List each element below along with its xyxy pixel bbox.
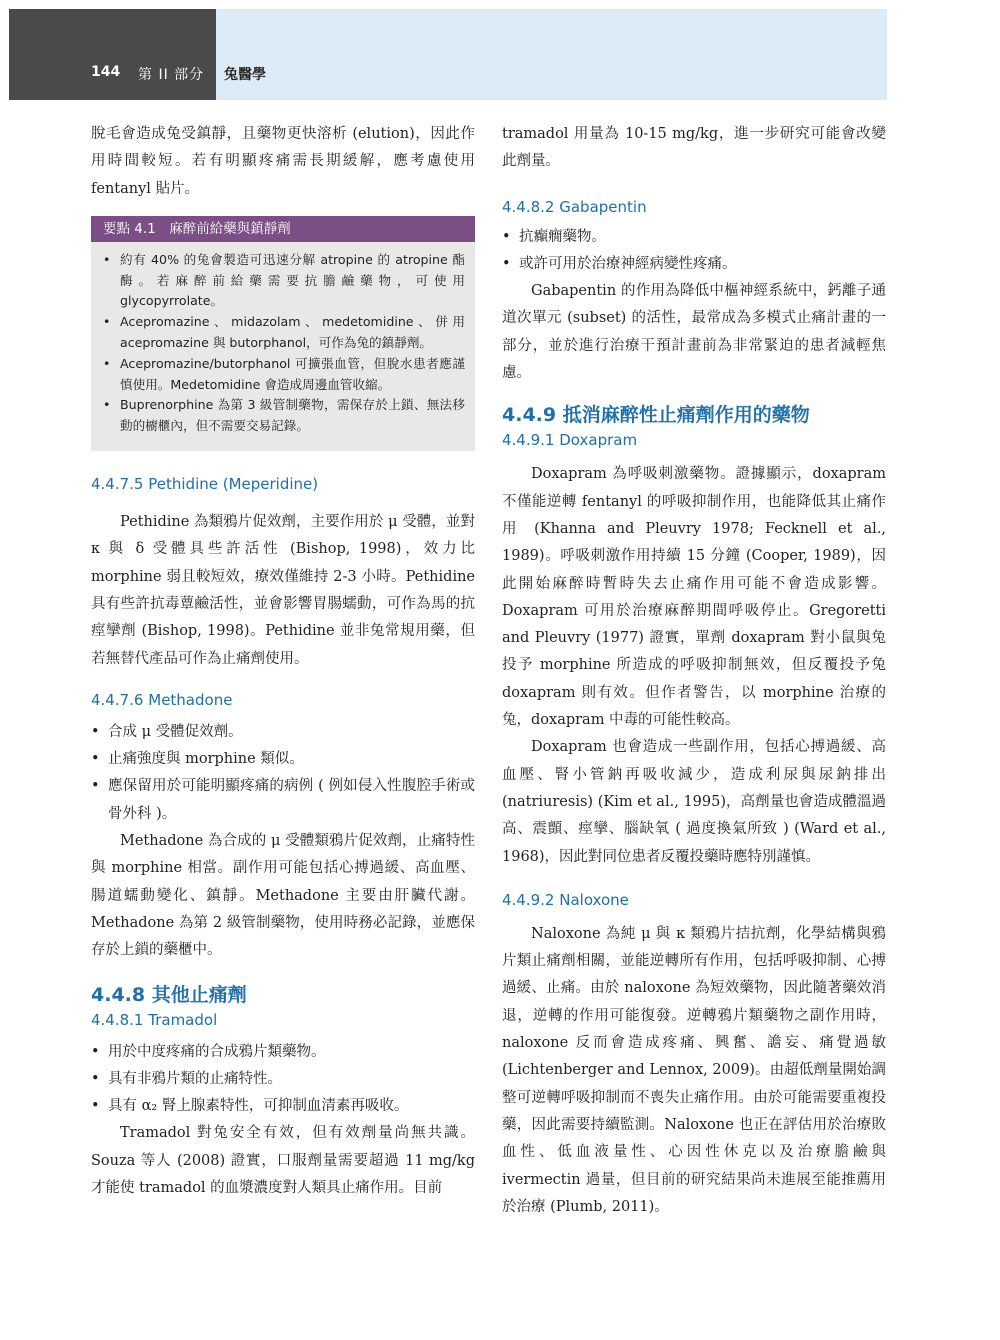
methadone-bullets	[91, 719, 475, 828]
key-points-title: 要點 4.1 麻醉前給藥與鎮靜劑	[91, 216, 475, 242]
pethidine-heading: 4.4.7.5 Pethidine (Meperidine)	[91, 475, 319, 494]
naloxone-paragraph: Naloxone 為純 μ 與 κ 類鴉片拮抗劑，化學結構與鴉片類止痛劑相關，並能逆轉所有作用，包括呼吸抑制、心搏過緩、止痛。由於 naloxone 為短效藥物，因此隨著藥效消退，逆轉的作用可能復發。逆轉鴉片類藥物之副作用時，naloxone 反而會造成疼痛、興奮、譫妄、痛覺過敏 (Lichtenberger and Lennox, 2009)。由超低劑量開始調整可逆轉呼吸抑制而不喪失止痛作用。由於可能需要重複投藥，因此需要持續監測。Naloxone 也正在評估用於治療敗血性、低血液量性、心因性休克以及治療膽鹼與 ivermectin 過量，但目前的研究結果尚未進展至能推薦用於治療 (Plumb, 2011)。	[502, 925, 886, 1215]
gabapentin-bullets	[502, 224, 886, 279]
bullet-item: • 具有非鴉片類的止痛特性。	[91, 1066, 475, 1093]
bullet-item: • 具有 α₂ 腎上腺素特性，可抑制血清素再吸收。	[91, 1093, 475, 1120]
gabapentin-paragraph: Gabapentin 的作用為降低中樞神經系統中，鈣離子通道次單元 (subset) 的活性，最常成為多模式止痛計畫的一部分，並於進行治療干預計畫前為非常緊迫的患者減輕焦慮。	[502, 283, 886, 382]
header-title-block	[216, 9, 887, 100]
chapter-title: 兔醫學	[224, 67, 266, 83]
tramadol-heading: 4.4.8.1 Tramadol	[91, 1010, 218, 1029]
bullet-item: • 用於中度疼痛的合成鴉片類藥物。	[91, 1039, 475, 1066]
bullet-item: • 合成 μ 受體促效劑。	[91, 719, 475, 746]
doxapram-heading: 4.4.9.1 Doxapram	[502, 431, 638, 450]
key-point-item: • Acepromazine、midazolam、medetomidine、併用 acepromazine 與 butorphanol，可作為兔的鎮靜劑。	[101, 312, 465, 354]
tramadol-bullets	[91, 1039, 475, 1121]
part-label: 第 II 部分	[138, 67, 205, 83]
other-analgesics-heading: 4.4.8 其他止痛劑	[91, 983, 247, 1006]
bullet-item: • 止痛強度與 morphine 類似。	[91, 746, 475, 773]
gabapentin-heading: 4.4.8.2 Gabapentin	[502, 197, 647, 216]
pethidine-paragraph: Pethidine 為類鴉片促效劑，主要作用於 μ 受體，並對 κ 與 δ 受體具些許活性 (Bishop, 1998)，效力比 morphine 弱且較短效，療效僅維持 2-3 小時。Pethidine 具有些許抗毒蕈鹼活性，並會影響胃腸蠕動，可作為馬的抗痙攣劑 (Bishop, 1998)。Pethidine 並非兔常規用藥，但若無替代產品可作為止痛劑使用。	[91, 514, 475, 667]
doxapram-paragraph-2: Doxapram 也會造成一些副作用，包括心搏過緩、高血壓、腎小管鈉再吸收減少，造成利尿與尿鈉排出 (natriuresis) (Kim et al., 1995)，高劑量也會造成體溫過高、震顫、痙攣、腦缺氧 ( 過度換氣所致 ) (Ward et al., 1968)，因此對同位患者反覆投藥時應特別謹慎。	[502, 739, 886, 865]
bullet-item: • 抗癲癇藥物。	[502, 224, 886, 251]
key-points-box	[91, 216, 475, 451]
methadone-heading: 4.4.7.6 Methadone	[91, 690, 233, 709]
key-point-item: • 約有 40% 的兔會製造可迅速分解 atropine 的 atropine 酯酶。若麻醉前給藥需要抗膽鹼藥物，可使用 glycopyrrolate。	[101, 250, 465, 312]
key-point-item: • Acepromazine/butorphanol 可擴張血管，但脫水患者應謹慎使用。Medetomidine 會造成周邊血管收縮。	[101, 354, 465, 396]
tramadol-paragraph: Tramadol 對兔安全有效，但有效劑量尚無共識。Souza 等人 (2008) 證實，口服劑量需要超過 11 mg/kg 才能使 tramadol 的血漿濃度對人類具止痛作用。目前	[91, 1125, 475, 1196]
right-column	[502, 121, 886, 1221]
antagonists-heading: 4.4.9 抵消麻醉性止痛劑作用的藥物	[502, 404, 810, 427]
doxapram-paragraph-1: Doxapram 為呼吸刺激藥物。證據顯示，doxapram 不僅能逆轉 fentanyl 的呼吸抑制作用，也能降低其止痛作 用 (Khanna and Pleuvry 1978; Fecknell et al., 1989)。呼吸刺激作用持續 15 分鐘 (Cooper, 1989)，因此開始麻醉時暫時失去止痛作用可能不會造成影響。Doxapram 可用於治療麻醉期間呼吸停止。Gregoretti and Pleuvry (1977) 證實，單劑 doxapram 對小鼠與兔投予 morphine 所造成的呼吸抑制無效，但反覆投予兔 doxapram 則有效。但作者警告，以 morphine 治療的兔，doxapram 中毒的可能性較高。	[502, 466, 886, 729]
left-column	[91, 121, 475, 1202]
bullet-item: • 應保留用於可能明顯疼痛的病例 ( 例如侵入性腹腔手術或骨外科 )。	[91, 773, 475, 828]
bullet-item: • 或許可用於治療神經病變性疼痛。	[502, 251, 886, 278]
intro-paragraph: 脫毛會造成兔受鎮靜，且藥物更快溶析 (elution)，因此作用時間較短。若有明顯疼痛需長期緩解，應考慮使用 fentanyl 貼片。	[91, 126, 475, 197]
methadone-paragraph: Methadone 為合成的 μ 受體類鴉片促效劑，止痛特性與 morphine 相當。副作用可能包括心搏過緩、高血壓、腸道蠕動變化、鎮靜。Methadone 主要由肝臟代謝。Methadone 為第 2 級管制藥物，使用時務必記錄，並應保存於上鎖的藥櫃中。	[91, 833, 475, 959]
page-number: 144	[91, 64, 121, 80]
header-page-block	[9, 9, 216, 100]
key-points-list	[91, 242, 475, 451]
tramadol-continued-paragraph: tramadol 用量為 10-15 mg/kg，進一步研究可能會改變此劑量。	[502, 126, 886, 170]
naloxone-heading: 4.4.9.2 Naloxone	[502, 890, 629, 909]
key-point-item: • Buprenorphine 為第 3 級管制藥物，需保存於上鎖、無法移動的櫥櫃內，但不需要交易記錄。	[101, 395, 465, 437]
